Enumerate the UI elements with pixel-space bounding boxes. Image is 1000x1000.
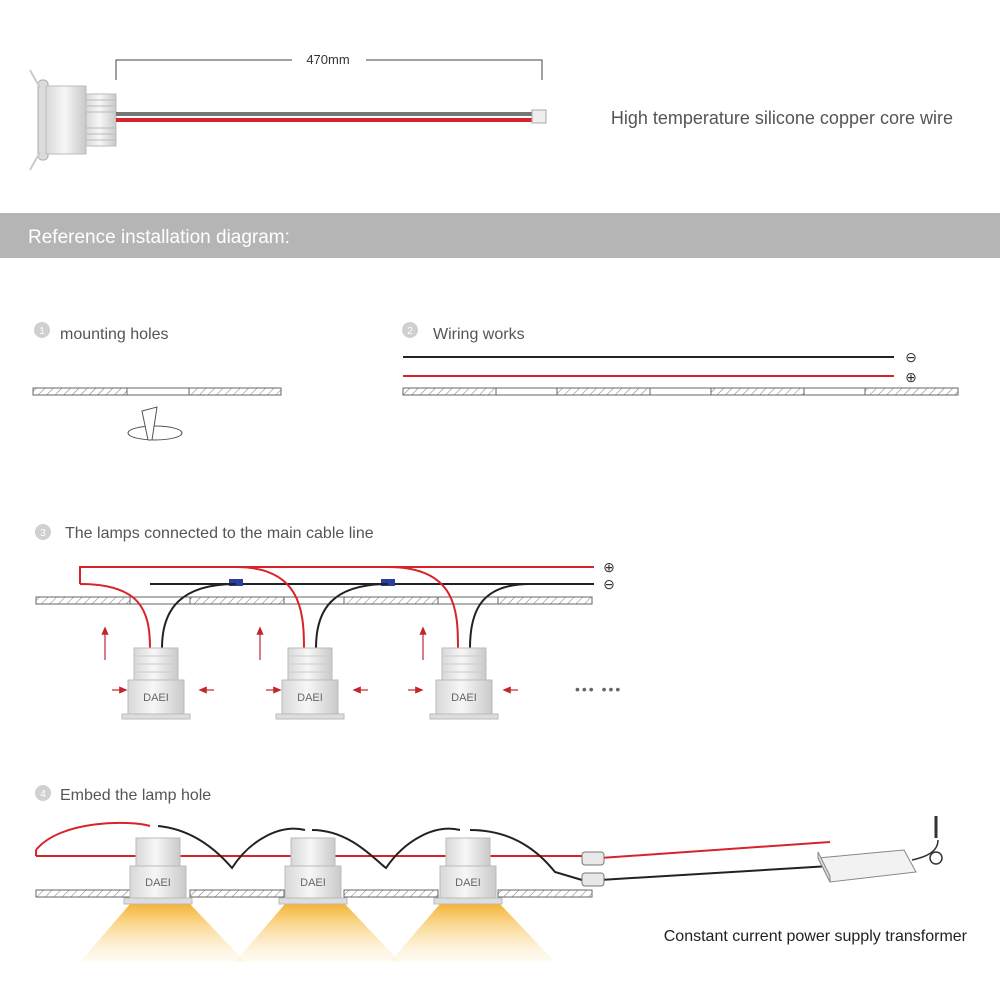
lamp-brand: DAEI — [145, 877, 171, 889]
light-beams — [80, 904, 555, 962]
step1-ceiling — [33, 388, 281, 395]
step1-label: mounting holes — [60, 326, 169, 343]
lamp-brand: DAEI — [143, 692, 169, 704]
quick-connectors — [582, 852, 604, 886]
wire-caption: High temperature silicone copper core wire — [610, 108, 953, 128]
drill-icon — [128, 407, 182, 440]
dimension-label: 470mm — [306, 52, 350, 67]
step3-main-red-wire — [80, 567, 594, 584]
lamp-brand: DAEI — [297, 692, 323, 704]
transformer — [818, 816, 942, 882]
lamp-brand: DAEI — [455, 877, 481, 889]
transformer-caption: Constant current power supply transformer — [663, 928, 967, 945]
step4-number: 4 — [40, 789, 46, 800]
step2-negative-symbol: ⊖ — [905, 349, 917, 365]
continuation-dots: ••• ••• — [575, 681, 623, 697]
step2-ceiling — [403, 388, 958, 395]
step3-number: 3 — [40, 528, 46, 539]
step2-label: Wiring works — [433, 326, 525, 343]
step2-number: 2 — [407, 326, 413, 337]
heatsink-fins — [86, 94, 116, 146]
step4-lamp-3 — [434, 838, 502, 904]
step4-lamp-2 — [279, 838, 347, 904]
top-lamp-illustration — [30, 70, 116, 170]
step3-negative-symbol: ⊖ — [603, 576, 615, 592]
step3-label: The lamps connected to the main cable line — [65, 525, 374, 542]
step4-lamp-1 — [124, 838, 192, 904]
step1-number: 1 — [39, 326, 45, 337]
step3-positive-symbol: ⊕ — [603, 559, 615, 575]
step4-label: Embed the lamp hole — [60, 787, 212, 804]
banner-title: Reference installation diagram: — [28, 227, 290, 248]
lamp-brand: DAEI — [300, 877, 326, 889]
step3-lamp-3 — [388, 567, 530, 719]
lamp-brand: DAEI — [451, 692, 477, 704]
silicone-wire — [116, 110, 546, 123]
step3-lamp-2 — [236, 567, 388, 719]
step3-ceiling — [36, 597, 592, 604]
step2-positive-symbol: ⊕ — [905, 369, 917, 385]
